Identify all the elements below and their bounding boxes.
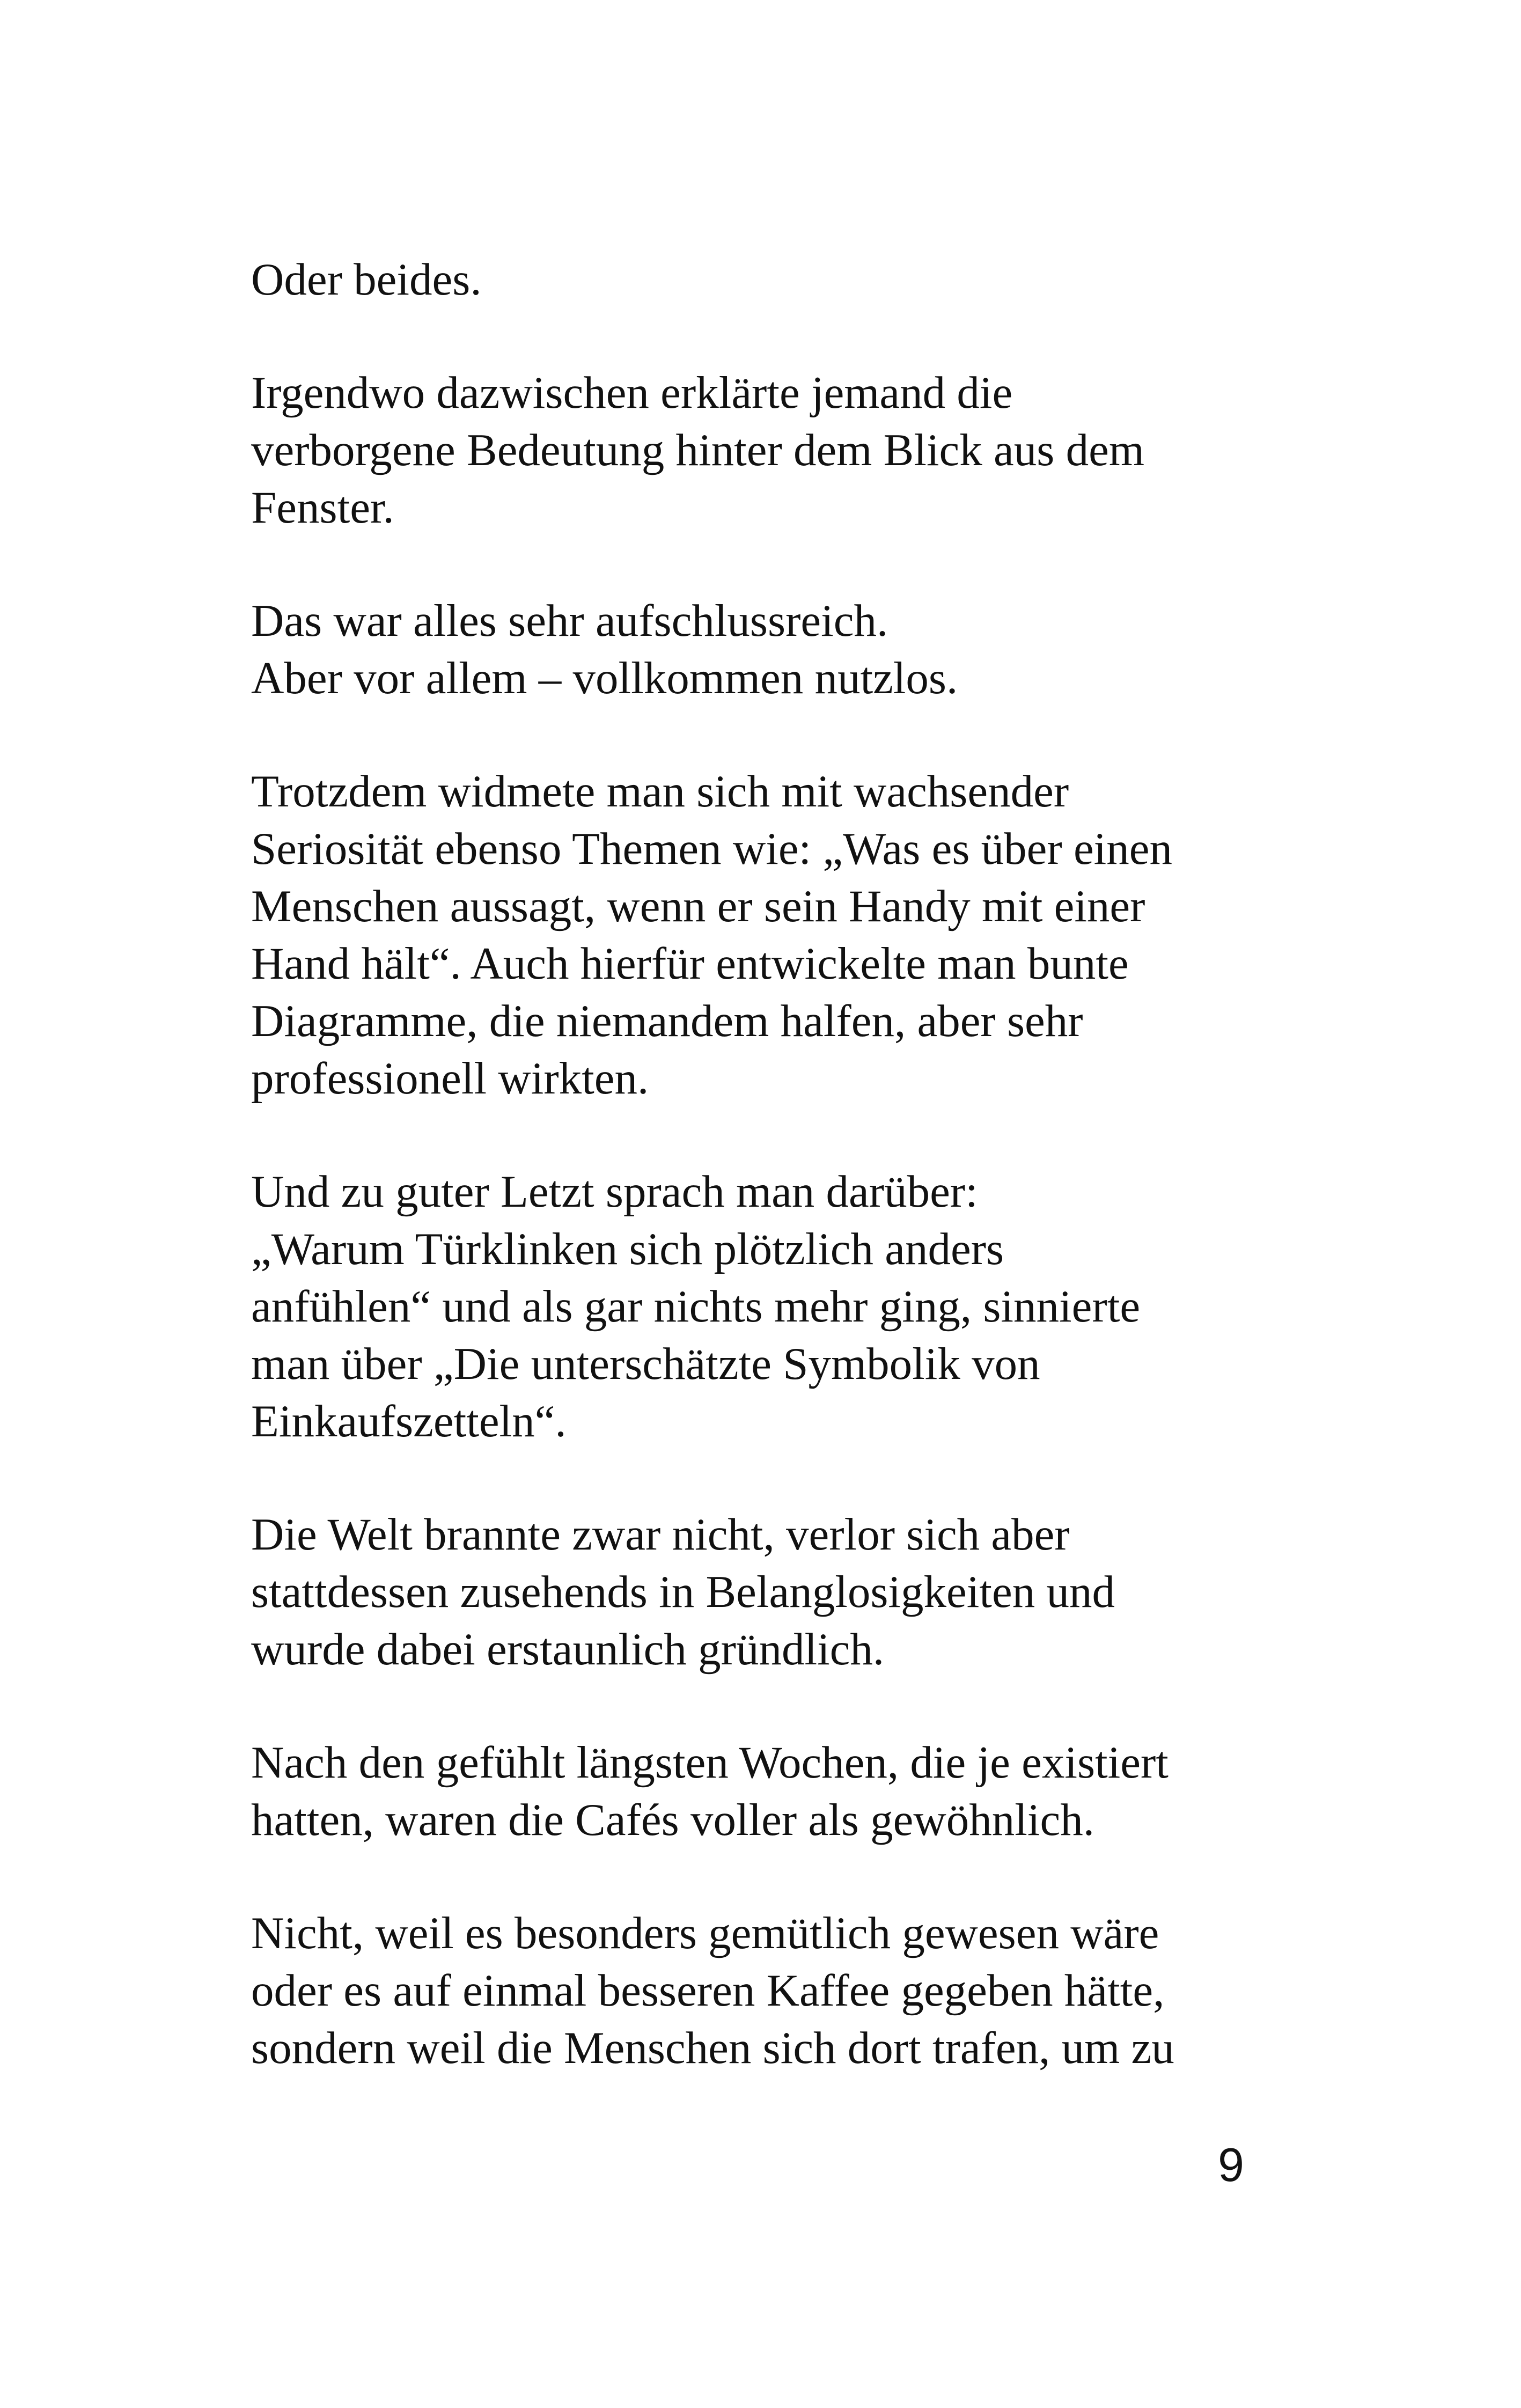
text-line: wurde dabei erstaunlich gründlich. [251,1624,885,1675]
text-line: stattdessen zusehends in Belanglosigkeiten und [251,1567,1115,1617]
text-line: sondern weil die Menschen sich dort trafen, um zu [251,2023,1174,2073]
text-line: Hand hält“. Auch hierfür entwickelte man bunte [251,938,1129,989]
paragraph-1 [251,251,1270,309]
paragraph-3 [251,592,1270,707]
text-line: Menschen aussagt, wenn er sein Handy mit einer [251,881,1145,931]
text-line: verborgene Bedeutung hinter dem Blick aus dem [251,425,1144,475]
text-line: Trotzdem widmete man sich mit wachsender [251,766,1069,817]
text-line: oder es auf einmal besseren Kaffee gegeben hätte, [251,1965,1165,2016]
page-number: 9 [1218,2138,1244,2191]
text-line: anfühlen“ und als gar nichts mehr ging, sinnierte [251,1281,1141,1332]
text-line: Und zu guter Letzt sprach man darüber: [251,1166,978,1217]
text-line: Die Welt brannte zwar nicht, verlor sich aber [251,1509,1070,1560]
text-line: Irgendwo dazwischen erklärte jemand die [251,368,1013,418]
paragraph-8 [251,1905,1270,2077]
text-line: „Warum Türklinken sich plötzlich anders [251,1224,1004,1274]
paragraph-6 [251,1506,1270,1678]
text-line: Oder beides. [251,254,482,305]
body-text [251,251,1270,2133]
paragraph-4 [251,763,1270,1107]
text-line: Das war alles sehr aufschlussreich. [251,596,888,646]
text-line: Fenster. [251,482,394,533]
text-line: hatten, waren die Cafés voller als gewöhnlich. [251,1795,1094,1845]
text-line: Nicht, weil es besonders gemütlich gewesen wäre [251,1908,1159,1958]
paragraph-2 [251,364,1270,537]
text-line: man über „Die unterschätzte Symbolik von [251,1339,1040,1389]
text-line: Seriosität ebenso Themen wie: „Was es über einen [251,824,1173,874]
text-line: Diagramme, die niemandem halfen, aber sehr [251,996,1083,1046]
text-line: Aber vor allem – vollkommen nutzlos. [251,653,958,703]
text-line: professionell wirkten. [251,1053,649,1104]
text-line: Einkaufszetteln“. [251,1396,567,1447]
paragraph-7 [251,1734,1270,1849]
text-line: Nach den gefühlt längsten Wochen, die je existiert [251,1737,1169,1788]
paragraph-5 [251,1163,1270,1450]
